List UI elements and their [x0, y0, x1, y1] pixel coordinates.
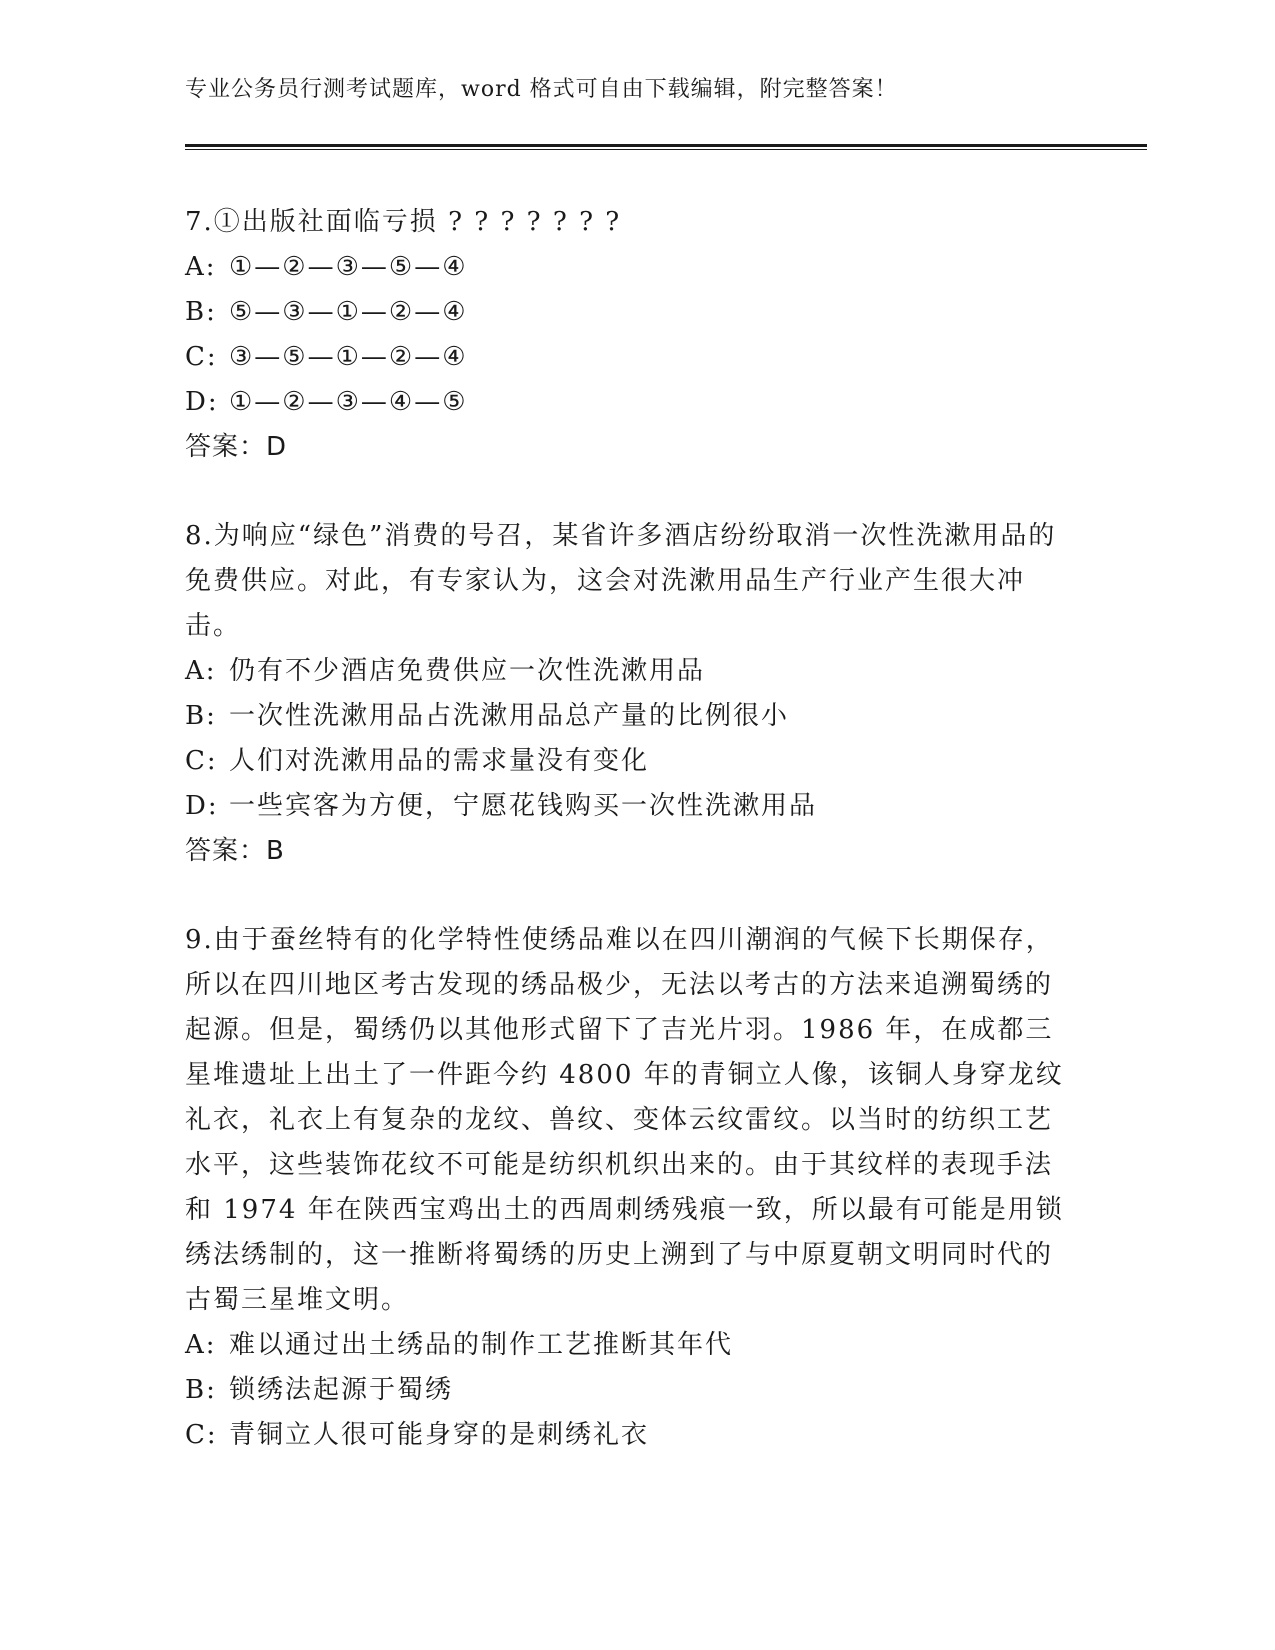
- header-rule-thin: [185, 149, 1147, 150]
- option-d: [185, 380, 1065, 425]
- option-letter: B:: [185, 701, 217, 731]
- question-8: [185, 514, 1065, 874]
- option-c: [185, 1413, 1065, 1458]
- option-text: ⑤—③—①—②—④: [229, 297, 468, 327]
- option-letter: C:: [185, 1420, 218, 1450]
- option-letter: B:: [185, 1375, 217, 1405]
- option-a: [185, 1323, 1065, 1368]
- option-letter: A:: [185, 1330, 217, 1360]
- option-text: 难以通过出土绣品的制作工艺推断其年代: [229, 1330, 734, 1360]
- option-text: 青铜立人很可能身穿的是刺绣礼衣: [229, 1420, 650, 1450]
- header-rule: [185, 144, 1147, 147]
- option-text: 一次性洗漱用品占洗漱用品总产量的比例很小: [229, 701, 790, 731]
- spacer: [185, 470, 1065, 514]
- option-text: 一些宾客为方便，宁愿花钱购买一次性洗漱用品: [229, 791, 818, 821]
- option-letter: B:: [185, 297, 217, 327]
- option-letter: D:: [185, 387, 219, 417]
- spacer: [185, 874, 1065, 918]
- option-text: 人们对洗漱用品的需求量没有变化: [229, 746, 650, 776]
- option-c: [185, 335, 1065, 380]
- option-b: [185, 1368, 1065, 1413]
- option-a: [185, 649, 1065, 694]
- option-text: ③—⑤—①—②—④: [229, 342, 468, 372]
- option-text: ①—②—③—④—⑤: [229, 387, 468, 417]
- option-letter: A:: [185, 252, 217, 282]
- question-7: [185, 200, 1065, 470]
- question-stem: 9.由于蚕丝特有的化学特性使绣品难以在四川潮润的气候下长期保存，所以在四川地区考古发现的绣品极少，无法以考古的方法来追溯蜀绣的起源。但是，蜀绣仍以其他形式留下了吉光片羽。1986 年，在成都三星堆遗址上出土了一件距今约 4800 年的青铜立人像，该铜人身穿龙纹礼衣，礼衣上有复杂的龙纹、兽纹、变体云纹雷纹。以当时的纺织工艺水平，这些装饰花纹不可能是纺织机织出来的。由于其纹样的表现手法和 1974 年在陕西宝鸡出土的西周刺绣残痕一致，所以最有可能是用锁绣法绣制的，这一推断将蜀绣的历史上溯到了与中原夏朝文明同时代的古蜀三星堆文明。: [185, 925, 1064, 1315]
- option-letter: A:: [185, 656, 217, 686]
- option-letter: C:: [185, 746, 218, 776]
- question-stem: 8.为响应“绿色”消费的号召，某省许多酒店纷纷取消一次性洗漱用品的免费供应。对此，有专家认为，这会对洗漱用品生产行业产生很大冲击。: [185, 521, 1057, 641]
- question-9: [185, 918, 1065, 1458]
- option-b: [185, 694, 1065, 739]
- option-text: 锁绣法起源于蜀绣: [229, 1375, 454, 1405]
- question-stem: 7.①出版社面临亏损 ? ? ? ? ? ? ?: [185, 207, 622, 237]
- option-c: [185, 739, 1065, 784]
- option-letter: C:: [185, 342, 218, 372]
- option-letter: D:: [185, 791, 219, 821]
- option-a: [185, 245, 1065, 290]
- option-d: [185, 784, 1065, 829]
- questions-content: [185, 200, 1065, 1458]
- page-header: 专业公务员行测考试题库，word 格式可自由下载编辑，附完整答案！: [185, 77, 898, 102]
- answer: 答案：B: [185, 836, 285, 866]
- option-text: ①—②—③—⑤—④: [229, 252, 468, 282]
- option-b: [185, 290, 1065, 335]
- option-text: 仍有不少酒店免费供应一次性洗漱用品: [229, 656, 706, 686]
- answer: 答案：D: [185, 432, 288, 462]
